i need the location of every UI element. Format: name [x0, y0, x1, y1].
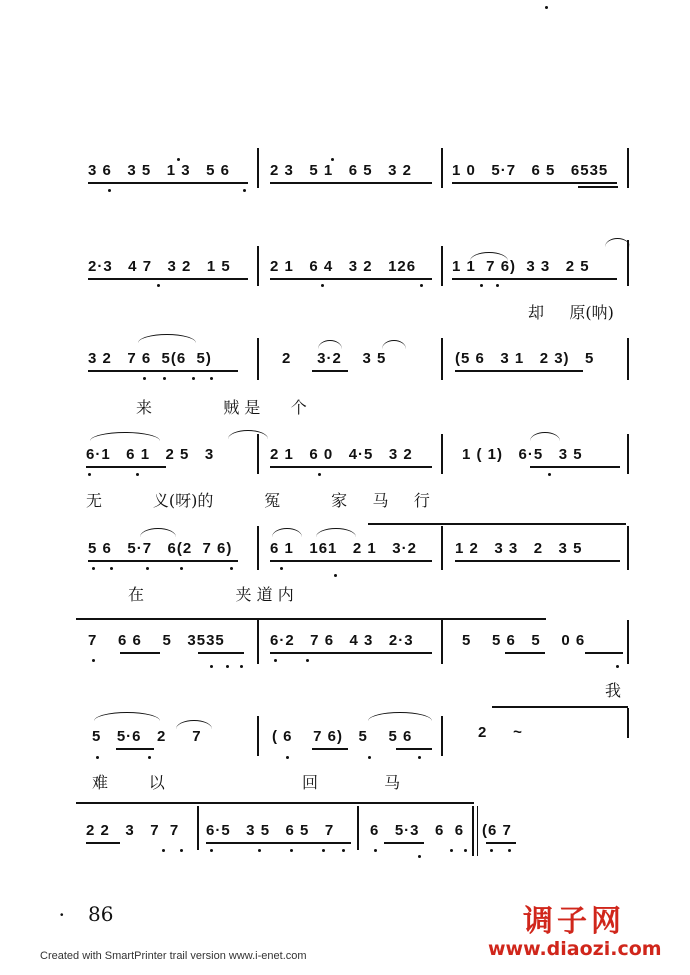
barline — [477, 806, 478, 856]
underline — [88, 182, 248, 184]
low-dot — [108, 189, 111, 192]
barline — [357, 806, 359, 850]
row6-measure2: 6·2 7 6 4 3 2·3 — [270, 632, 414, 649]
low-dot — [418, 855, 421, 858]
low-dot — [92, 659, 95, 662]
footer-mark: • — [60, 910, 64, 921]
underline — [206, 842, 351, 844]
underline — [452, 278, 617, 280]
low-dot — [88, 473, 91, 476]
row5-measure3: 1 2 3 3 2 3 5 — [455, 540, 583, 557]
row7-measure3: 2 ~ — [478, 724, 523, 741]
slur — [316, 528, 356, 537]
low-dot — [334, 574, 337, 577]
low-dot — [157, 284, 160, 287]
low-dot — [230, 567, 233, 570]
row1-measure3: 1 0 5·7 6 5 6535 — [452, 162, 609, 179]
low-dot — [240, 665, 243, 668]
underline — [88, 560, 238, 562]
low-dot — [180, 849, 183, 852]
barline — [257, 434, 259, 474]
row8-measure1: 2 2 3 7 7 — [86, 822, 180, 839]
low-dot — [280, 567, 283, 570]
row2-measure1: 2·3 4 7 3 2 1 5 — [88, 258, 231, 275]
row3-measure1: 3 2 7 6 5(6 5) — [88, 350, 212, 367]
row3-lyrics: 来 贼 是 个 — [136, 398, 307, 417]
slur — [368, 712, 432, 721]
low-dot — [136, 473, 139, 476]
low-dot — [110, 567, 113, 570]
underline — [198, 652, 244, 654]
barline — [441, 434, 443, 474]
slur — [228, 430, 268, 439]
low-dot — [192, 377, 195, 380]
high-dot — [331, 158, 334, 161]
barline — [441, 716, 443, 756]
low-dot — [243, 189, 246, 192]
low-dot — [321, 284, 324, 287]
barline — [257, 526, 259, 570]
row6-lyrics: 我 — [605, 681, 622, 700]
row3-measure2: 2 3·2 3 5 — [282, 350, 387, 367]
row2-measure2: 2 1 6 4 3 2 126 — [270, 258, 417, 275]
row6-measure3: 5 5 6 5 0 6 — [462, 632, 586, 649]
row5-lyrics: 在 夹 道 内 — [128, 585, 294, 604]
low-dot — [420, 284, 423, 287]
underline — [396, 748, 432, 750]
barline — [441, 620, 443, 664]
slur — [138, 334, 196, 343]
underline — [116, 748, 154, 750]
low-dot — [342, 849, 345, 852]
barline — [257, 716, 259, 756]
low-dot — [226, 665, 229, 668]
barline — [441, 246, 443, 286]
row5-measure2: 6 1 161 2 1 3·2 — [270, 540, 417, 557]
slur — [176, 720, 212, 729]
barline — [441, 526, 443, 570]
barline — [257, 338, 259, 380]
low-dot — [368, 756, 371, 759]
barline — [257, 620, 259, 664]
underline — [270, 652, 432, 654]
underline — [270, 182, 432, 184]
low-dot — [322, 849, 325, 852]
low-dot — [148, 756, 151, 759]
row4-measure3: 1 ( 1) 6·5 3 5 — [462, 446, 583, 463]
slur — [90, 432, 160, 441]
low-dot — [306, 659, 309, 662]
underline — [455, 370, 583, 372]
row1-measure2: 2 3 5 1 6 5 3 2 — [270, 162, 412, 179]
underline — [384, 842, 424, 844]
low-dot — [162, 849, 165, 852]
underline — [505, 652, 545, 654]
underline — [452, 182, 617, 184]
underline — [578, 186, 618, 188]
underline — [120, 652, 160, 654]
barline — [257, 148, 259, 188]
slur — [470, 252, 508, 261]
barline — [257, 246, 259, 286]
low-dot — [450, 849, 453, 852]
low-dot — [490, 849, 493, 852]
low-dot — [616, 665, 619, 668]
slur — [530, 432, 560, 441]
low-dot — [163, 377, 166, 380]
row2-lyrics: 却 原(呐) — [528, 303, 614, 322]
high-dot — [177, 158, 180, 161]
barline — [627, 620, 629, 664]
tie-line — [492, 706, 628, 708]
row4-measure2: 2 1 6 0 4·5 3 2 — [270, 446, 413, 463]
corner-mark — [545, 6, 548, 9]
row5-measure1: 5 6 5·7 6(2 7 6) — [88, 540, 233, 557]
low-dot — [480, 284, 483, 287]
low-dot — [180, 567, 183, 570]
barline — [627, 526, 629, 570]
underline — [455, 560, 620, 562]
row4-measure1: 6·1 6 1 2 5 3 — [86, 446, 215, 463]
underline — [486, 842, 516, 844]
tie-line — [76, 802, 474, 804]
low-dot — [210, 377, 213, 380]
barline — [472, 806, 474, 856]
underline — [312, 370, 348, 372]
row6-measure1: 7 6 6 5 3535 — [88, 632, 225, 649]
row7-measure2: ( 6 7 6) 5 5 6 — [272, 728, 413, 745]
row7-lyrics: 难 以 回 马 — [92, 773, 401, 792]
row8-measure4: (6 7 — [482, 822, 512, 839]
low-dot — [96, 756, 99, 759]
barline — [627, 338, 629, 380]
underline — [270, 466, 432, 468]
low-dot — [496, 284, 499, 287]
underline — [270, 278, 432, 280]
low-dot — [548, 473, 551, 476]
barline — [441, 148, 443, 188]
slur — [272, 528, 302, 537]
row8-measure2: 6·5 3 5 6 5 7 — [206, 822, 335, 839]
low-dot — [418, 756, 421, 759]
row8-measure3: 6 5·3 6 6 — [370, 822, 465, 839]
underline — [270, 560, 432, 562]
row2-measure3: 1 1 7 6) 3 3 2 5 — [452, 258, 590, 275]
watermark-url: www.diaozi.com — [488, 938, 662, 960]
slur — [318, 340, 342, 349]
low-dot — [318, 473, 321, 476]
underline — [585, 652, 623, 654]
barline — [627, 148, 629, 188]
watermark-title: 调子网 — [523, 904, 625, 939]
underline — [88, 278, 248, 280]
underline — [530, 466, 620, 468]
underline — [86, 466, 166, 468]
low-dot — [258, 849, 261, 852]
underline — [88, 370, 238, 372]
low-dot — [92, 567, 95, 570]
creator-credit: Created with SmartPrinter trail version www.i-enet.com — [40, 950, 307, 962]
low-dot — [274, 659, 277, 662]
low-dot — [143, 377, 146, 380]
low-dot — [508, 849, 511, 852]
underline — [86, 842, 120, 844]
barline — [441, 338, 443, 380]
low-dot — [374, 849, 377, 852]
low-dot — [464, 849, 467, 852]
slur — [382, 340, 406, 349]
barline — [627, 708, 629, 738]
tie-line — [368, 523, 626, 525]
slur — [140, 528, 176, 537]
low-dot — [210, 665, 213, 668]
row7-measure1: 5 5·6 2 7 — [92, 728, 202, 745]
barline — [627, 434, 629, 474]
page-number: 86 — [88, 902, 114, 926]
row3-measure3: (5 6 3 1 2 3) 5 — [455, 350, 595, 367]
underline — [312, 748, 348, 750]
tie-line — [76, 618, 546, 620]
low-dot — [210, 849, 213, 852]
low-dot — [290, 849, 293, 852]
barline — [197, 806, 199, 850]
row1-measure1: 3 6 3 5 1 3 5 6 — [88, 162, 230, 179]
low-dot — [146, 567, 149, 570]
row4-lyrics: 无 义(呀)的 冤 家 马 行 — [86, 491, 430, 510]
slur — [94, 712, 160, 721]
low-dot — [286, 756, 289, 759]
